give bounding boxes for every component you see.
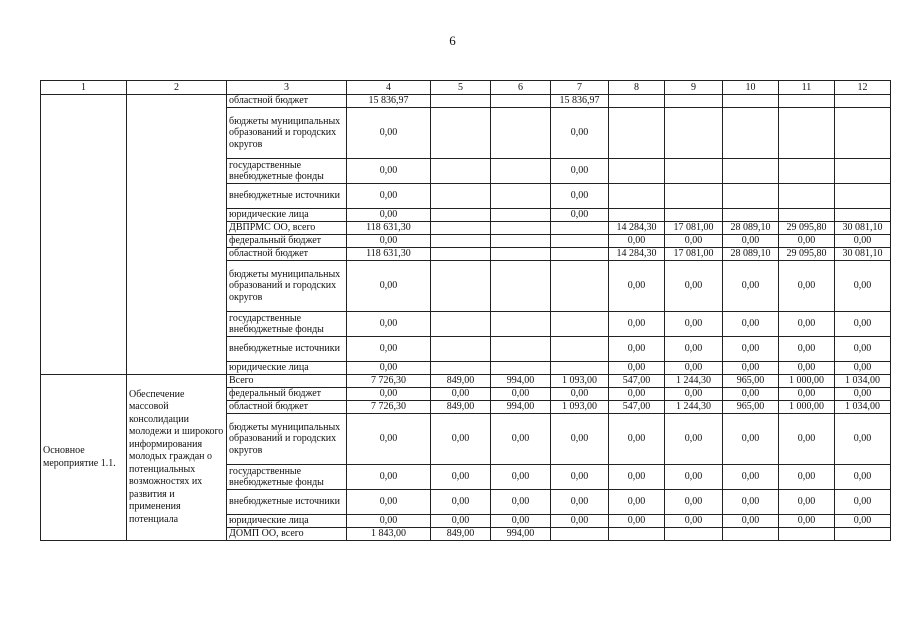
value-cell xyxy=(431,261,491,312)
value-cell: 0,00 xyxy=(835,362,891,375)
value-cell: 0,00 xyxy=(431,414,491,465)
value-cell xyxy=(491,95,551,108)
col-header-4: 4 xyxy=(347,81,431,95)
value-cell xyxy=(431,362,491,375)
value-cell: 1 034,00 xyxy=(835,401,891,414)
source-label: бюджеты муниципальных образований и городских округов xyxy=(227,108,347,159)
value-cell: 17 081,00 xyxy=(665,222,723,235)
value-cell: 0,00 xyxy=(665,235,723,248)
value-cell: 0,00 xyxy=(723,337,779,362)
value-cell: 0,00 xyxy=(431,465,491,490)
value-cell: 0,00 xyxy=(723,465,779,490)
value-cell xyxy=(665,159,723,184)
value-cell xyxy=(431,184,491,209)
value-cell: 0,00 xyxy=(347,515,431,528)
value-cell: 0,00 xyxy=(609,414,665,465)
value-cell xyxy=(551,222,609,235)
value-cell: 0,00 xyxy=(609,261,665,312)
page-number: 6 xyxy=(449,33,456,48)
value-cell: 0,00 xyxy=(835,235,891,248)
value-cell xyxy=(431,235,491,248)
value-cell: 0,00 xyxy=(835,515,891,528)
value-cell: 965,00 xyxy=(723,401,779,414)
value-cell xyxy=(723,209,779,222)
value-cell xyxy=(835,184,891,209)
value-cell: 0,00 xyxy=(665,388,723,401)
value-cell: 849,00 xyxy=(431,375,491,388)
source-label: внебюджетные источники xyxy=(227,184,347,209)
source-label: федеральный бюджет xyxy=(227,388,347,401)
col-header-8: 8 xyxy=(609,81,665,95)
col-header-1: 1 xyxy=(41,81,127,95)
value-cell xyxy=(609,159,665,184)
value-cell: 0,00 xyxy=(491,490,551,515)
value-cell: 0,00 xyxy=(347,490,431,515)
value-cell: 965,00 xyxy=(723,375,779,388)
col-header-2: 2 xyxy=(127,81,227,95)
value-cell: 0,00 xyxy=(347,209,431,222)
value-cell xyxy=(491,222,551,235)
value-cell: 0,00 xyxy=(723,490,779,515)
value-cell: 0,00 xyxy=(835,465,891,490)
value-cell xyxy=(491,159,551,184)
col-header-3: 3 xyxy=(227,81,347,95)
value-cell: 1 000,00 xyxy=(779,375,835,388)
value-cell: 0,00 xyxy=(779,337,835,362)
empty-cell-col1 xyxy=(41,95,127,375)
value-cell: 15 836,97 xyxy=(551,95,609,108)
value-cell: 118 631,30 xyxy=(347,248,431,261)
value-cell xyxy=(723,159,779,184)
value-cell xyxy=(431,108,491,159)
value-cell xyxy=(779,108,835,159)
source-label: юридические лица xyxy=(227,209,347,222)
value-cell: 28 089,10 xyxy=(723,222,779,235)
value-cell: 0,00 xyxy=(835,261,891,312)
value-cell xyxy=(723,528,779,541)
value-cell: 547,00 xyxy=(609,375,665,388)
value-cell: 0,00 xyxy=(665,337,723,362)
value-cell: 0,00 xyxy=(665,414,723,465)
value-cell: 0,00 xyxy=(723,414,779,465)
value-cell xyxy=(779,209,835,222)
value-cell: 0,00 xyxy=(723,362,779,375)
value-cell: 1 034,00 xyxy=(835,375,891,388)
value-cell: 547,00 xyxy=(609,401,665,414)
source-label: федеральный бюджет xyxy=(227,235,347,248)
value-cell: 0,00 xyxy=(665,515,723,528)
value-cell: 0,00 xyxy=(779,312,835,337)
activity-number: Основное мероприятие 1.1. xyxy=(41,375,127,541)
value-cell: 0,00 xyxy=(835,388,891,401)
value-cell xyxy=(491,248,551,261)
value-cell: 0,00 xyxy=(347,312,431,337)
value-cell: 0,00 xyxy=(551,209,609,222)
value-cell xyxy=(665,95,723,108)
value-cell: 0,00 xyxy=(665,362,723,375)
value-cell xyxy=(779,184,835,209)
value-cell: 14 284,30 xyxy=(609,248,665,261)
source-label: государственные внебюджетные фонды xyxy=(227,159,347,184)
value-cell xyxy=(779,159,835,184)
value-cell xyxy=(835,159,891,184)
value-cell: 0,00 xyxy=(347,362,431,375)
value-cell xyxy=(779,95,835,108)
value-cell: 0,00 xyxy=(551,388,609,401)
value-cell xyxy=(609,528,665,541)
source-label: внебюджетные источники xyxy=(227,490,347,515)
value-cell: 0,00 xyxy=(551,465,609,490)
value-cell xyxy=(551,362,609,375)
value-cell: 0,00 xyxy=(551,159,609,184)
value-cell: 0,00 xyxy=(491,414,551,465)
empty-cell-col2 xyxy=(127,95,227,375)
source-label: областной бюджет xyxy=(227,95,347,108)
value-cell: 7 726,30 xyxy=(347,375,431,388)
col-header-12: 12 xyxy=(835,81,891,95)
value-cell: 849,00 xyxy=(431,528,491,541)
value-cell: 0,00 xyxy=(347,235,431,248)
value-cell xyxy=(723,108,779,159)
value-cell xyxy=(551,528,609,541)
activity-description: Обеспечение массовой консолидации молодежи и широкого информирования молодых граждан о потенциальных возможностях их развития и применения потенциала xyxy=(127,375,227,541)
value-cell: 994,00 xyxy=(491,528,551,541)
value-cell: 849,00 xyxy=(431,401,491,414)
source-label: государственные внебюджетные фонды xyxy=(227,465,347,490)
value-cell xyxy=(491,337,551,362)
value-cell: 1 244,30 xyxy=(665,401,723,414)
value-cell: 0,00 xyxy=(551,414,609,465)
value-cell: 118 631,30 xyxy=(347,222,431,235)
value-cell xyxy=(431,312,491,337)
value-cell: 994,00 xyxy=(491,401,551,414)
value-cell: 0,00 xyxy=(491,465,551,490)
source-label: бюджеты муниципальных образований и городских округов xyxy=(227,414,347,465)
value-cell: 1 093,00 xyxy=(551,375,609,388)
value-cell xyxy=(609,184,665,209)
value-cell xyxy=(491,312,551,337)
value-cell xyxy=(665,108,723,159)
value-cell: 0,00 xyxy=(347,337,431,362)
value-cell xyxy=(491,108,551,159)
value-cell: 0,00 xyxy=(551,108,609,159)
value-cell xyxy=(835,95,891,108)
value-cell xyxy=(551,235,609,248)
value-cell: 0,00 xyxy=(609,515,665,528)
value-cell xyxy=(723,95,779,108)
table-row xyxy=(41,375,891,388)
source-label: юридические лица xyxy=(227,362,347,375)
source-label: областной бюджет xyxy=(227,248,347,261)
col-header-9: 9 xyxy=(665,81,723,95)
value-cell xyxy=(551,248,609,261)
value-cell: 0,00 xyxy=(609,362,665,375)
value-cell xyxy=(779,528,835,541)
value-cell: 0,00 xyxy=(347,414,431,465)
value-cell: 0,00 xyxy=(779,261,835,312)
value-cell: 0,00 xyxy=(347,184,431,209)
value-cell xyxy=(609,108,665,159)
value-cell: 0,00 xyxy=(779,465,835,490)
value-cell: 14 284,30 xyxy=(609,222,665,235)
value-cell xyxy=(491,261,551,312)
value-cell: 17 081,00 xyxy=(665,248,723,261)
value-cell: 0,00 xyxy=(491,388,551,401)
source-label: государственные внебюджетные фонды xyxy=(227,312,347,337)
value-cell: 1 843,00 xyxy=(347,528,431,541)
value-cell: 28 089,10 xyxy=(723,248,779,261)
value-cell: 30 081,10 xyxy=(835,248,891,261)
value-cell: 0,00 xyxy=(347,159,431,184)
source-label: юридические лица xyxy=(227,515,347,528)
value-cell xyxy=(431,209,491,222)
value-cell: 0,00 xyxy=(835,337,891,362)
value-cell: 0,00 xyxy=(723,388,779,401)
value-cell: 0,00 xyxy=(431,490,491,515)
value-cell: 0,00 xyxy=(551,490,609,515)
value-cell: 0,00 xyxy=(835,414,891,465)
table-row xyxy=(41,95,891,108)
value-cell xyxy=(609,209,665,222)
value-cell xyxy=(835,108,891,159)
value-cell: 0,00 xyxy=(723,312,779,337)
value-cell xyxy=(431,95,491,108)
value-cell: 0,00 xyxy=(665,312,723,337)
value-cell: 0,00 xyxy=(779,515,835,528)
value-cell: 0,00 xyxy=(665,465,723,490)
value-cell: 0,00 xyxy=(779,388,835,401)
value-cell xyxy=(491,209,551,222)
value-cell: 0,00 xyxy=(431,515,491,528)
value-cell: 1 244,30 xyxy=(665,375,723,388)
value-cell xyxy=(665,209,723,222)
value-cell: 29 095,80 xyxy=(779,248,835,261)
value-cell xyxy=(431,337,491,362)
value-cell: 0,00 xyxy=(491,515,551,528)
value-cell: 0,00 xyxy=(779,362,835,375)
col-header-10: 10 xyxy=(723,81,779,95)
value-cell: 0,00 xyxy=(551,184,609,209)
value-cell: 0,00 xyxy=(609,490,665,515)
value-cell xyxy=(551,312,609,337)
source-label: внебюджетные источники xyxy=(227,337,347,362)
value-cell: 1 000,00 xyxy=(779,401,835,414)
value-cell xyxy=(491,235,551,248)
value-cell xyxy=(835,209,891,222)
value-cell: 0,00 xyxy=(723,235,779,248)
source-label: ДОМП ОО, всего xyxy=(227,528,347,541)
value-cell: 1 093,00 xyxy=(551,401,609,414)
value-cell: 0,00 xyxy=(609,337,665,362)
value-cell xyxy=(431,222,491,235)
table-body xyxy=(41,95,891,541)
value-cell xyxy=(665,528,723,541)
value-cell xyxy=(609,95,665,108)
value-cell: 0,00 xyxy=(347,388,431,401)
value-cell: 0,00 xyxy=(609,312,665,337)
value-cell: 0,00 xyxy=(779,490,835,515)
value-cell: 0,00 xyxy=(835,312,891,337)
source-label: Всего xyxy=(227,375,347,388)
value-cell: 0,00 xyxy=(609,388,665,401)
value-cell xyxy=(665,184,723,209)
value-cell: 0,00 xyxy=(665,261,723,312)
value-cell xyxy=(491,184,551,209)
source-label: областной бюджет xyxy=(227,401,347,414)
value-cell xyxy=(723,184,779,209)
col-header-11: 11 xyxy=(779,81,835,95)
value-cell xyxy=(551,337,609,362)
value-cell: 0,00 xyxy=(779,235,835,248)
value-cell xyxy=(491,362,551,375)
value-cell: 0,00 xyxy=(551,515,609,528)
value-cell: 0,00 xyxy=(609,465,665,490)
value-cell: 0,00 xyxy=(431,388,491,401)
value-cell: 994,00 xyxy=(491,375,551,388)
value-cell xyxy=(431,248,491,261)
value-cell: 0,00 xyxy=(347,465,431,490)
value-cell: 0,00 xyxy=(835,490,891,515)
value-cell: 15 836,97 xyxy=(347,95,431,108)
value-cell: 0,00 xyxy=(665,490,723,515)
value-cell: 7 726,30 xyxy=(347,401,431,414)
value-cell: 0,00 xyxy=(347,108,431,159)
value-cell: 0,00 xyxy=(779,414,835,465)
value-cell xyxy=(551,261,609,312)
value-cell: 29 095,80 xyxy=(779,222,835,235)
value-cell: 0,00 xyxy=(609,235,665,248)
value-cell: 0,00 xyxy=(347,261,431,312)
value-cell: 0,00 xyxy=(723,515,779,528)
value-cell: 0,00 xyxy=(723,261,779,312)
source-label: бюджеты муниципальных образований и городских округов xyxy=(227,261,347,312)
source-label: ДВПРМС ОО, всего xyxy=(227,222,347,235)
value-cell xyxy=(835,528,891,541)
value-cell: 30 081,10 xyxy=(835,222,891,235)
budget-table xyxy=(40,80,891,541)
col-header-5: 5 xyxy=(431,81,491,95)
col-header-6: 6 xyxy=(491,81,551,95)
table-header xyxy=(41,81,891,95)
value-cell xyxy=(431,159,491,184)
col-header-7: 7 xyxy=(551,81,609,95)
